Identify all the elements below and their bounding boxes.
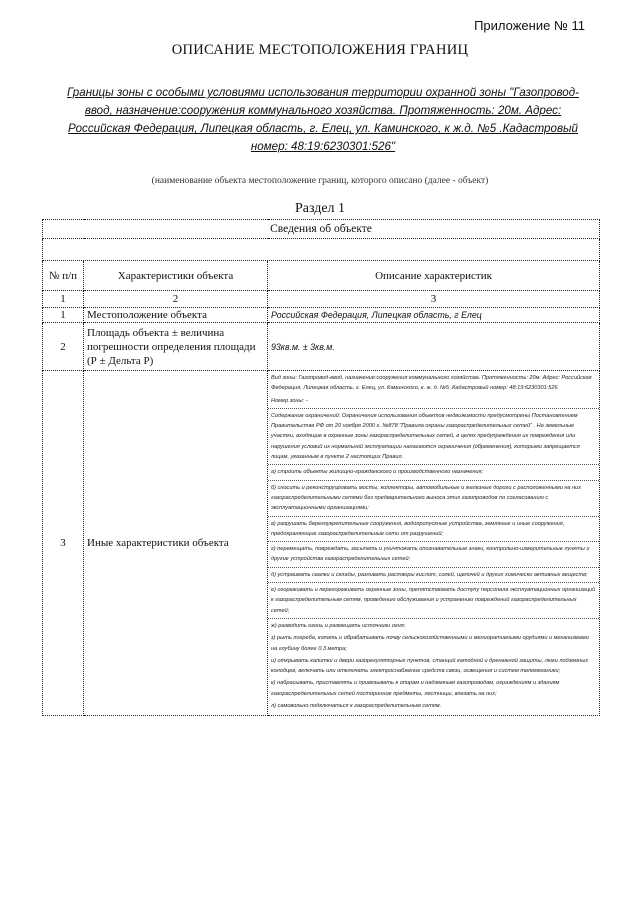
divider xyxy=(268,541,599,542)
row-characteristic: Иные характеристики объекта xyxy=(84,371,268,716)
characteristic-paragraph: и) открывать калитки и двери газорегуляторных пунктов, станций катодной и дренажной защиты, люки подземных колодцев, включать или отключать электроснабжение средств связи, освещения и систем телемеханики; xyxy=(271,657,589,675)
zone-description-line: ввод, назначение:сооружения коммунального хозяйства. Протяженность: 20м. Адрес: xyxy=(84,104,562,117)
column-header: № п/п xyxy=(43,261,84,291)
characteristic-paragraph: к) набрасывать, приставлять и привязывать к опорам и надземным газопроводам, ограждениям и зданиям газораспределительных сетей посторонние предметы, лестницы, влезать на них; xyxy=(271,680,560,697)
row-characteristic: Площадь объекта ± величина погрешности определения площади (Р ± Дельта Р) xyxy=(84,323,268,371)
characteristic-paragraph: е) огораживать и перегораживать охранные зоны, препятствовать доступу персонала эксплуатационных организаций к газораспределительным сетям, проведению обслуживания и устранению повреждений газораспределительных сетей; xyxy=(271,587,596,614)
characteristic-paragraph: д) устраивать свалки и склады, разливать растворы кислот, солей, щелочей и других химически активных веществ; xyxy=(271,571,588,578)
zone-description-line: Границы зоны с особыми условиями использования территории охранной зоны "Газопровод- xyxy=(67,86,579,99)
row-description: Российская Федерация, Липецкая область, г Елец xyxy=(268,308,600,323)
divider xyxy=(268,480,599,481)
zone-description-line: номер: 48:19:6230301:526" xyxy=(250,140,396,153)
zone-description xyxy=(58,84,588,156)
column-number: 1 xyxy=(43,291,84,308)
characteristic-paragraph: в) разрушать берегоукрепительные сооружения, водопропускные устройства, земляные и иные сооружения, предохраняющие газораспределительные сети от разрушений; xyxy=(271,520,565,537)
appendix-label: Приложение № 11 xyxy=(474,18,585,33)
zone-description-line: Российская Федерация, Липецкая область, г. Елец, ул. Каминского, к ж.д. №5 .Кадастровый xyxy=(68,122,578,135)
characteristic-paragraph: ж) разводить огонь и размещать источники огня; xyxy=(271,622,406,629)
column-number: 2 xyxy=(84,291,268,308)
column-number-row xyxy=(43,291,600,308)
divider xyxy=(268,408,599,409)
table-blank-row xyxy=(43,239,600,261)
divider xyxy=(268,618,599,619)
other-characteristics-cell xyxy=(268,371,600,716)
table-row xyxy=(43,371,600,716)
characteristic-paragraph: л) самовольно подключаться к газораспределительным сетям. xyxy=(271,703,442,710)
characteristic-paragraph: з) рыть погреба, копать и обрабатывать почву сельскохозяйственными и мелиоративными орудиями и механизмами на глубину более 0,3 метра; xyxy=(271,635,589,652)
column-header: Характеристики объекта xyxy=(84,261,268,291)
row-number: 2 xyxy=(43,323,84,371)
row-number: 1 xyxy=(43,308,84,323)
table-header-row xyxy=(43,261,600,291)
divider xyxy=(268,516,599,517)
object-caption: (наименование объекта местоположение границ, которого описано (далее - объект) xyxy=(151,176,489,186)
column-number: 3 xyxy=(268,291,600,308)
characteristic-paragraph: Номер зоны: - xyxy=(271,397,308,404)
section-title: Раздел 1 xyxy=(294,201,346,216)
divider xyxy=(268,567,599,568)
table-row xyxy=(43,308,600,323)
characteristic-paragraph: г) перемещать, повреждать, засыпать и уничтожать опознавательные знаки, контрольно-измерительные пункты и другие устройства газораспределительных сетей; xyxy=(271,546,590,563)
row-description: 93кв.м. ± 3кв.м. xyxy=(268,323,600,371)
table-row xyxy=(43,323,600,371)
divider xyxy=(268,464,599,465)
characteristic-paragraph: б) сносить и реконструировать мосты, коллекторы, автомобильные и железные дороги с расположенными на них газораспределительными сетями без предварительного выноса этих газопроводов по согласованию с эксплуатационными организациями; xyxy=(271,484,582,512)
row-number: 3 xyxy=(43,371,84,716)
divider xyxy=(268,582,599,583)
characteristic-paragraph: а) строить объекты жилищно-гражданского и производственного назначения; xyxy=(271,469,484,476)
characteristic-paragraph: Содержание ограничений: Ограничения использования объектов недвижимости предусмотрены Постановлением Правительства РФ от 20 ноября 2000 г. №878 "Правила охраны газораспределительных сетей" . На земельные участки, входящие в охранные зоны газораспределительных сетей, в целях предупреждения их повреждения или нарушения условий их нормальной эксплуатации налагаются ограничения (обременения), которыми запрещается лицам, указанным в пункте 2 настоящих Правил. xyxy=(271,412,580,461)
blank-cell xyxy=(43,239,600,261)
row-characteristic: Местоположение объекта xyxy=(84,308,268,323)
characteristic-paragraph: Вид зоны: Газопровод-ввод, назначение:сооружения коммунального хозяйства. Протяженность: 20м. Адрес: Российская Федерация, Липецкая область, г. Елец, ул. Каминского, к. ж. д. №5 .Кадастровый номер: 48:19:6230301:526 xyxy=(271,375,592,392)
document-title: ОПИСАНИЕ МЕСТОПОЛОЖЕНИЯ ГРАНИЦ xyxy=(171,42,469,58)
table-title: Сведения об объекте xyxy=(43,220,600,239)
table-title-row xyxy=(43,220,600,239)
object-info-table xyxy=(42,219,600,716)
column-header: Описание характеристик xyxy=(268,261,600,291)
